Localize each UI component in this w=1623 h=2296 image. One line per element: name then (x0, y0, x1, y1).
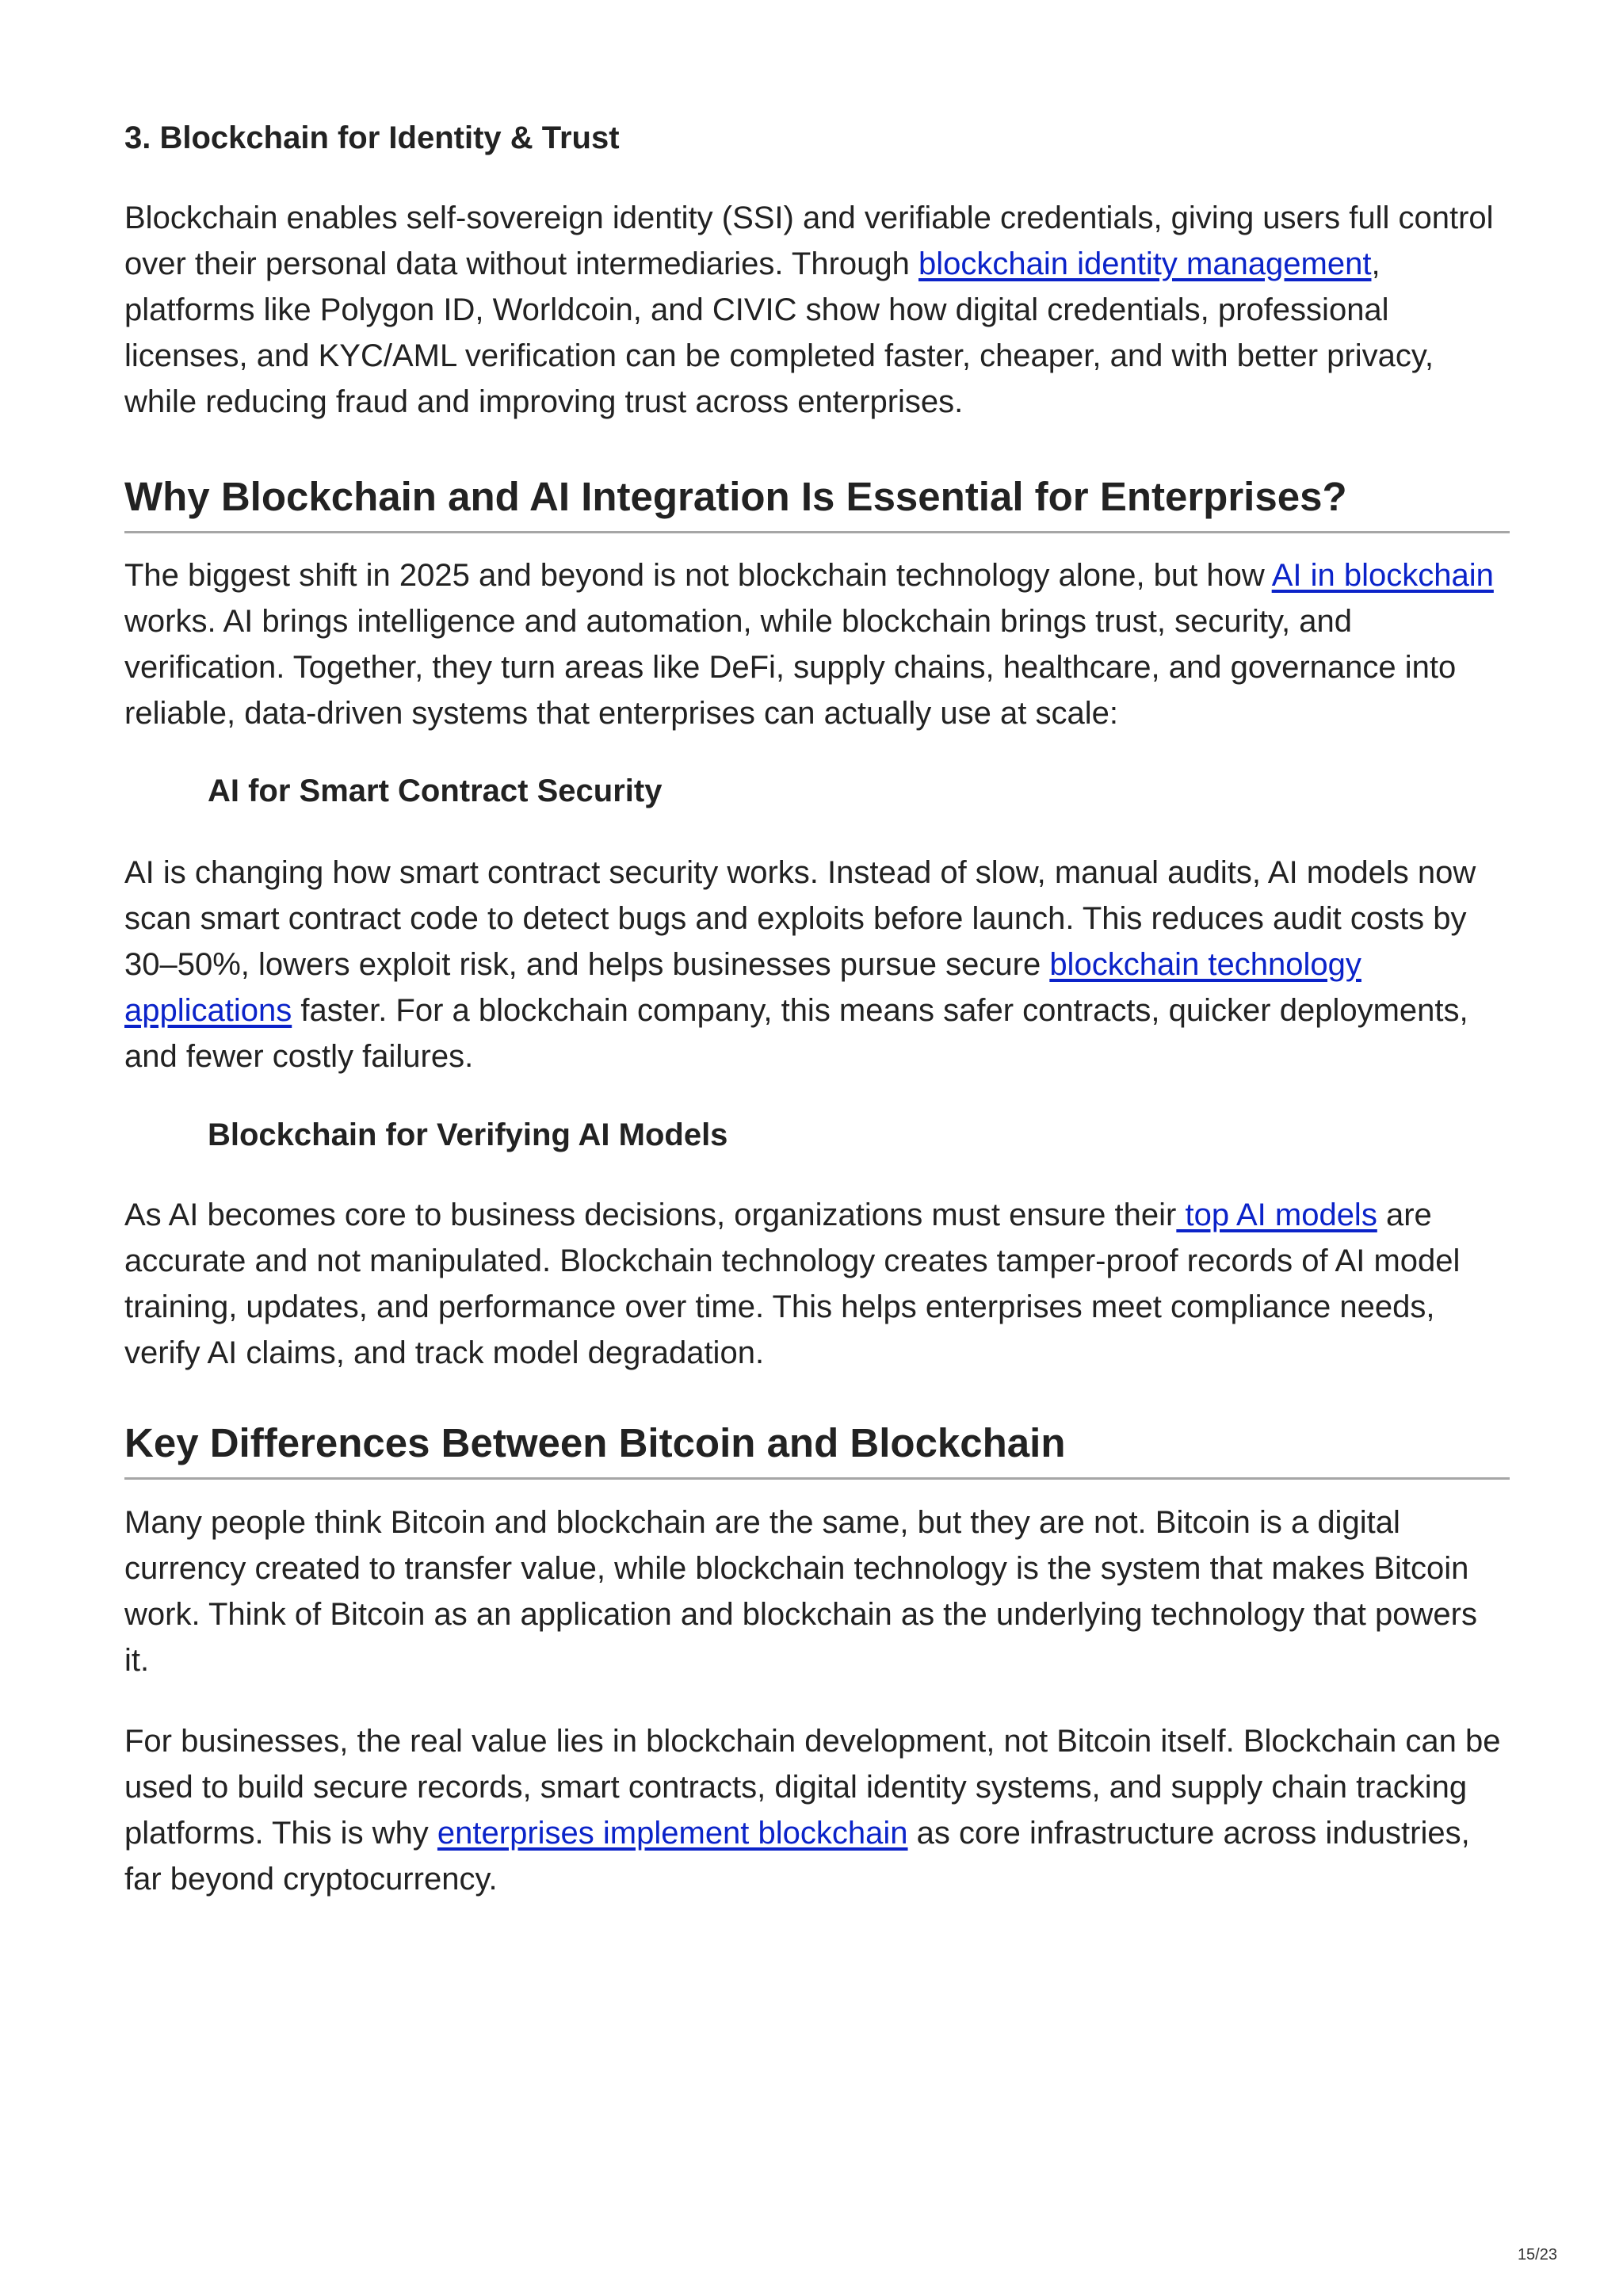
paragraph-ai-smart-contract-security (124, 850, 1510, 1079)
text-segment: as core infrastructure across industries, far beyond cryptocurrency. (124, 1816, 1470, 1897)
paragraph-bitcoin-vs-blockchain-1: Many people think Bitcoin and blockchain are the same, but they are not. Bitcoin is a digital currency created to transfer value, while blockchain technology is the system that makes Bitcoin work. Think of Bitcoin as an application and blockchain as the underlying technology that powers it. (124, 1505, 1477, 1678)
link-ai-in-blockchain[interactable]: AI in blockchain (1271, 558, 1494, 593)
link-top-ai-models[interactable]: top AI models (1176, 1198, 1377, 1232)
text-segment: Blockchain enables self-sovereign identity (SSI) and verifiable credentials, giving users full control over their personal data without intermediaries. Through (124, 201, 1494, 281)
paragraph-identity-trust (124, 195, 1510, 425)
heading-identity-trust: 3. Blockchain for Identity & Trust (124, 120, 620, 155)
text-segment: works. AI brings intelligence and automation, while blockchain brings trust, security, and verification. Together, they turn areas like DeFi, supply chains, healthcare, and governance into reliable, data-driven systems that enterprises can actually use at scale: (124, 604, 1457, 731)
heading-bitcoin-vs-blockchain: Key Differences Between Bitcoin and Blockchain (124, 1419, 1510, 1480)
link-blockchain-identity-management[interactable]: blockchain identity management (918, 246, 1372, 281)
heading-blockchain-ai-integration: Why Blockchain and AI Integration Is Essential for Enterprises? (124, 472, 1510, 533)
link-blockchain-technology-applications[interactable]: blockchain technology applications (124, 947, 1361, 1028)
text-segment: The biggest shift in 2025 and beyond is not blockchain technology alone, but how (124, 558, 1272, 593)
text-segment: are accurate and not manipulated. Blockchain technology creates tamper-proof records of AI model training, updates, and performance over time. This helps enterprises meet compliance needs, verify AI claims, and track model degradation. (124, 1198, 1461, 1370)
paragraph-ai-intro (124, 552, 1510, 736)
paragraph-blockchain-verifying-ai (124, 1192, 1510, 1376)
text-segment: For businesses, the real value lies in blockchain development, not Bitcoin itself. Blockchain can be used to build secure records, smart contracts, digital identity systems, and supply chain tracking platforms. This is why (124, 1724, 1501, 1851)
subheading-ai-smart-contract-security: AI for Smart Contract Security (208, 774, 663, 808)
subheading-blockchain-verifying-ai: Blockchain for Verifying AI Models (208, 1117, 728, 1152)
text-segment: , platforms like Polygon ID, Worldcoin, and CIVIC show how digital credentials, professional licenses, and KYC/AML verification can be completed faster, cheaper, and with better privacy, while reducing fraud and improving trust across enterprises. (124, 246, 1434, 419)
text-segment: AI is changing how smart contract security works. Instead of slow, manual audits, AI models now scan smart contract code to detect bugs and exploits before launch. This reduces audit costs by 30–50%, lowers exploit risk, and helps businesses pursue secure (124, 855, 1476, 982)
text-segment: faster. For a blockchain company, this means safer contracts, quicker deployments, and fewer costly failures. (124, 993, 1468, 1074)
page-number: 15/23 (1517, 2246, 1557, 2264)
text-segment: As AI becomes core to business decisions, organizations must ensure their (124, 1198, 1177, 1232)
link-enterprises-implement-blockchain[interactable]: enterprises implement blockchain (437, 1816, 908, 1851)
paragraph-bitcoin-vs-blockchain-2 (124, 1718, 1510, 1902)
